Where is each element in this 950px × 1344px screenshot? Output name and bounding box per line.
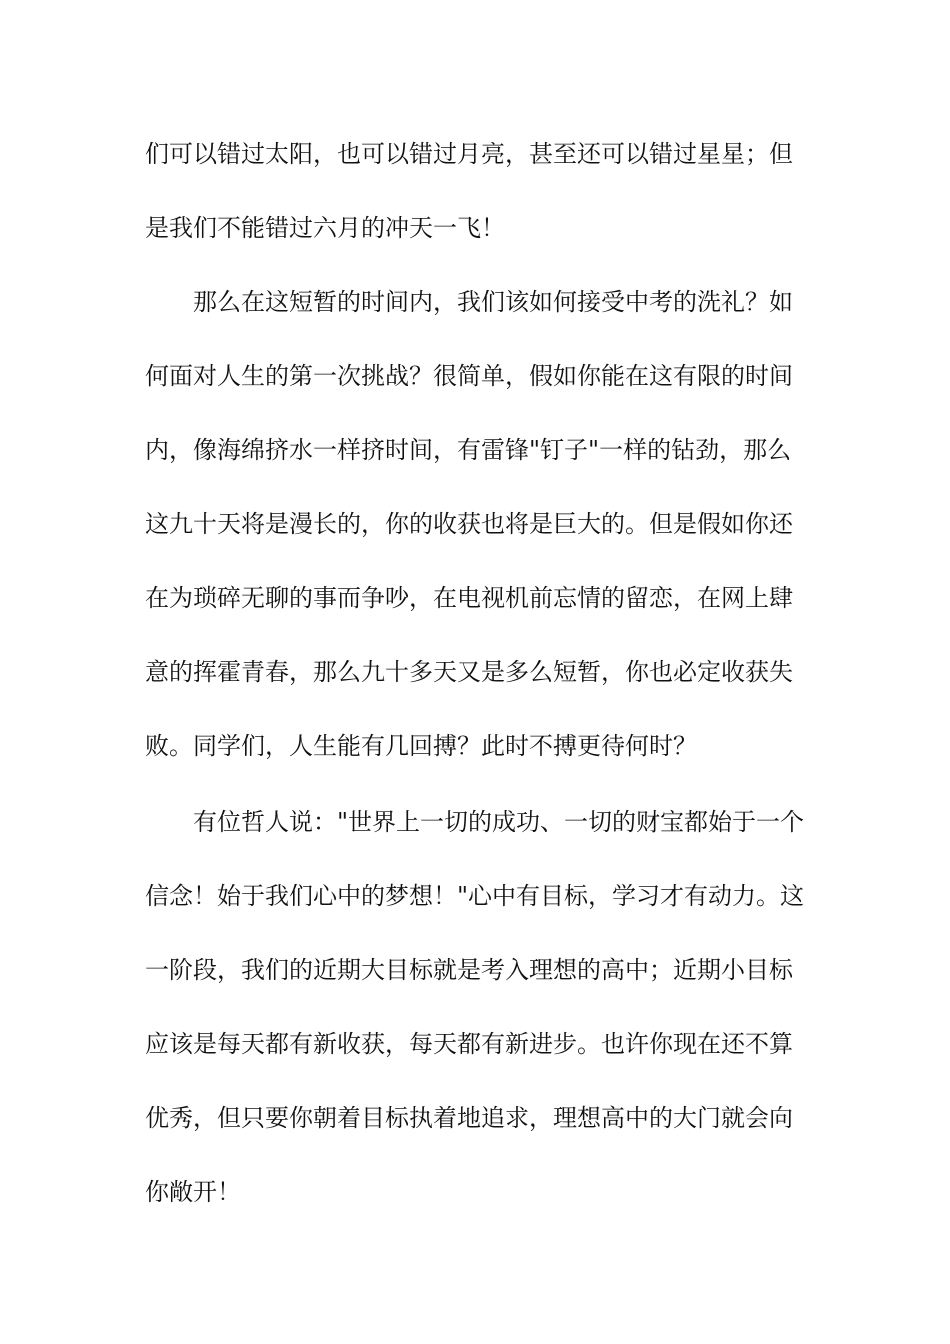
- paragraph-first-line: 有位哲人说："世界上一切的成功、一切的财宝都始于一个: [193, 808, 805, 836]
- text-line: 优秀，但只要你朝着目标执着地追求，理想高中的大门就会向: [145, 1104, 793, 1132]
- paragraph-first-line: 那么在这短暂的时间内，我们该如何接受中考的洗礼？如: [193, 288, 793, 316]
- text-line: 这九十天将是漫长的，你的收获也将是巨大的。但是假如你还: [145, 510, 793, 538]
- text-line: 一阶段，我们的近期大目标就是考入理想的高中；近期小目标: [145, 956, 793, 984]
- text-line: 意的挥霍青春，那么九十多天又是多么短暂，你也必定收获失: [145, 658, 793, 686]
- text-line: 在为琐碎无聊的事而争吵，在电视机前忘情的留恋，在网上肆: [145, 584, 793, 612]
- text-line: 何面对人生的第一次挑战？很简单，假如你能在这有限的时间: [145, 362, 793, 390]
- text-line: 应该是每天都有新收获，每天都有新进步。也许你现在还不算: [145, 1030, 793, 1058]
- text-line: 们可以错过太阳，也可以错过月亮，甚至还可以错过星星；但: [145, 140, 793, 168]
- text-line: 败。同学们，人生能有几回搏？此时不搏更待何时？: [145, 732, 697, 760]
- text-line: 信念！始于我们心中的梦想！"心中有目标，学习才有动力。这: [145, 882, 805, 910]
- text-line: 内，像海绵挤水一样挤时间，有雷锋"钉子"一样的钻劲，那么: [145, 436, 792, 464]
- text-line: 你敞开！: [145, 1178, 241, 1206]
- text-line: 是我们不能错过六月的冲天一飞！: [145, 214, 505, 242]
